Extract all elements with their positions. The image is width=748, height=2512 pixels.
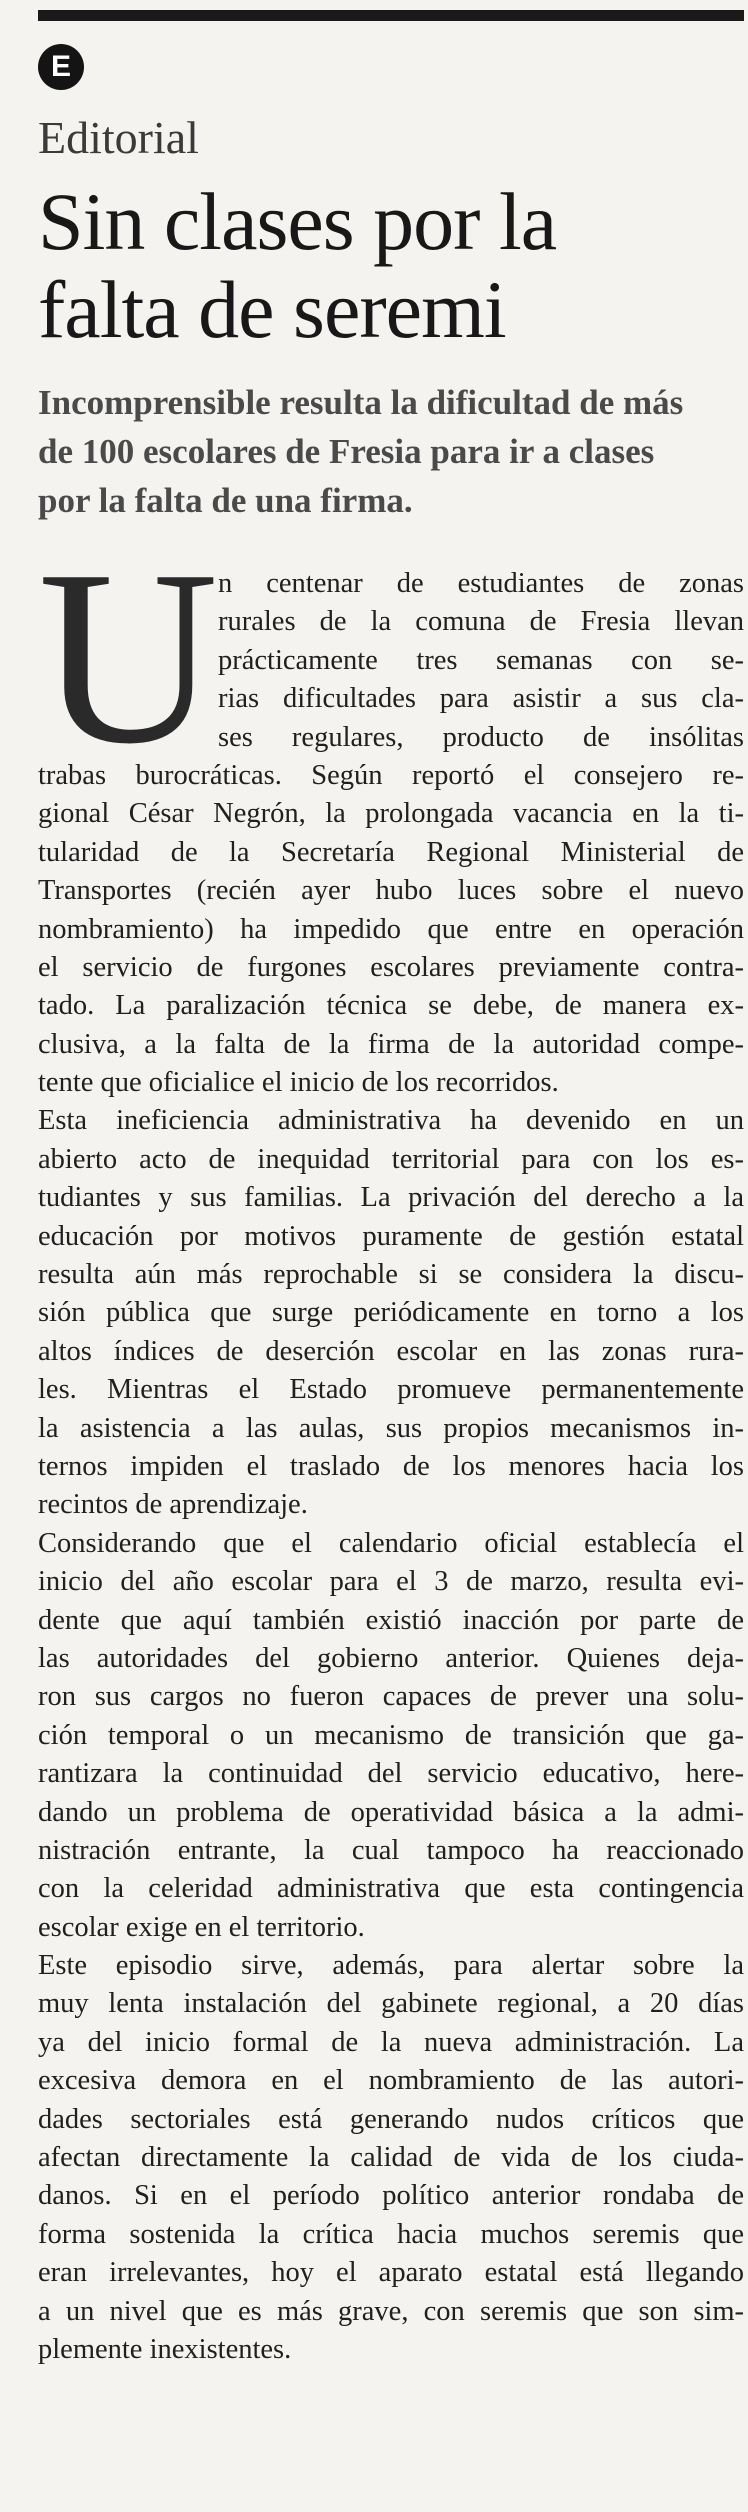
deck-line: Incomprensible resulta la dificultad de más (38, 383, 684, 422)
body-line: trabas burocráticas. Según reportó el consejero re- (38, 759, 744, 791)
body-line: ya del inicio formal de la nueva administración. La (38, 2026, 744, 2058)
body-line: forma sostenida la crítica hacia muchos seremis que (38, 2218, 744, 2250)
top-rule (38, 10, 744, 21)
deck (38, 378, 744, 525)
body-line: les. Mientras el Estado promueve permanentemente (38, 1374, 744, 1406)
body-line: prácticamente tres semanas con se- (218, 644, 744, 676)
body-line: muy lenta instalación del gabinete regional, a 20 días (38, 1988, 744, 2020)
body-line: a un nivel que es más grave, con seremis que son sim- (38, 2295, 744, 2327)
body-line: ron sus cargos no fueron capaces de prever una solu- (38, 1681, 744, 1713)
headline (38, 178, 738, 354)
body-line: rias dificultades para asistir a sus cla- (218, 683, 744, 715)
body-line: clusiva, a la falta de la firma de la autoridad compe- (38, 1028, 744, 1060)
body-line: recintos de aprendizaje. (38, 1489, 308, 1521)
body-line: rantizara la continuidad del servicio educativo, here- (38, 1758, 744, 1790)
body-line: eran irrelevantes, hoy el aparato estatal está llegando (38, 2257, 744, 2289)
body-line: las autoridades del gobierno anterior. Quienes deja- (38, 1642, 744, 1674)
body-line: dades sectoriales está generando nudos críticos que (38, 2103, 744, 2135)
body-line: afectan directamente la calidad de vida de los ciuda- (38, 2142, 744, 2174)
deck-line: de 100 escolares de Fresia para ir a clases (38, 432, 655, 471)
body-line: plemente inexistentes. (38, 2333, 292, 2365)
body-line: excesiva demora en el nombramiento de las autori- (38, 2065, 744, 2097)
body-line: tularidad de la Secretaría Regional Ministerial de (38, 836, 744, 868)
body-line: tudiantes y sus familias. La privación del derecho a la (38, 1182, 744, 1214)
deck-line: por la falta de una firma. (38, 481, 413, 520)
body-line: ses regulares, producto de insólitas (218, 721, 744, 753)
body-line: inicio del año escolar para el 3 de marzo, resulta evi- (38, 1566, 744, 1598)
body-line: dente que aquí también existió inacción por parte de (38, 1604, 744, 1636)
body-line: tado. La paralización técnica se debe, de manera ex- (38, 990, 744, 1022)
body-line: Esta ineficiencia administrativa ha devenido en un (38, 1105, 744, 1137)
body-line: abierto acto de inequidad territorial para con los es- (38, 1143, 744, 1175)
section-label: Editorial (38, 112, 199, 163)
body-line: Transportes (recién ayer hubo luces sobre el nuevo (38, 875, 744, 907)
article-body (38, 565, 744, 2369)
body-line: el servicio de furgones escolares previamente contra- (38, 951, 744, 983)
headline-line: Sin clases por la (38, 176, 557, 267)
body-line: nistración entrante, la cual tampoco ha reaccionado (38, 1834, 744, 1866)
body-line: la asistencia a las aulas, sus propios mecanismos in- (38, 1412, 744, 1444)
body-line: resulta aún más reprochable si se considera la discu- (38, 1259, 744, 1291)
body-line: con la celeridad administrativa que esta contingencia (38, 1873, 744, 1905)
drop-cap: U (38, 519, 219, 796)
body-line: ternos impiden el traslado de los menores hacia los (38, 1450, 744, 1482)
body-line: Considerando que el calendario oficial establecía el (38, 1527, 744, 1559)
body-line: escolar exige en el territorio. (38, 1911, 365, 1943)
headline-line: falta de seremi (38, 264, 506, 355)
body-line: dando un problema de operatividad básica a la admi- (38, 1796, 744, 1828)
body-line: Este episodio sirve, además, para alertar sobre la (38, 1950, 744, 1982)
editorial-badge: E (38, 44, 84, 90)
body-line: altos índices de deserción escolar en las zonas rura- (38, 1335, 744, 1367)
body-line: danos. Si en el período político anterior rondaba de (38, 2180, 744, 2212)
body-line: rurales de la comuna de Fresia llevan (218, 606, 744, 638)
body-line: tente que oficialice el inicio de los recorridos. (38, 1067, 559, 1099)
body-line: gional César Negrón, la prolongada vacancia en la ti- (38, 798, 744, 830)
body-line: nombramiento) ha impedido que entre en operación (38, 913, 744, 945)
body-line: sión pública que surge periódicamente en torno a los (38, 1297, 744, 1329)
body-line: n centenar de estudiantes de zonas (218, 568, 744, 599)
body-line: ción temporal o un mecanismo de transición que ga- (38, 1719, 744, 1751)
body-line: educación por motivos puramente de gestión estatal (38, 1220, 744, 1252)
